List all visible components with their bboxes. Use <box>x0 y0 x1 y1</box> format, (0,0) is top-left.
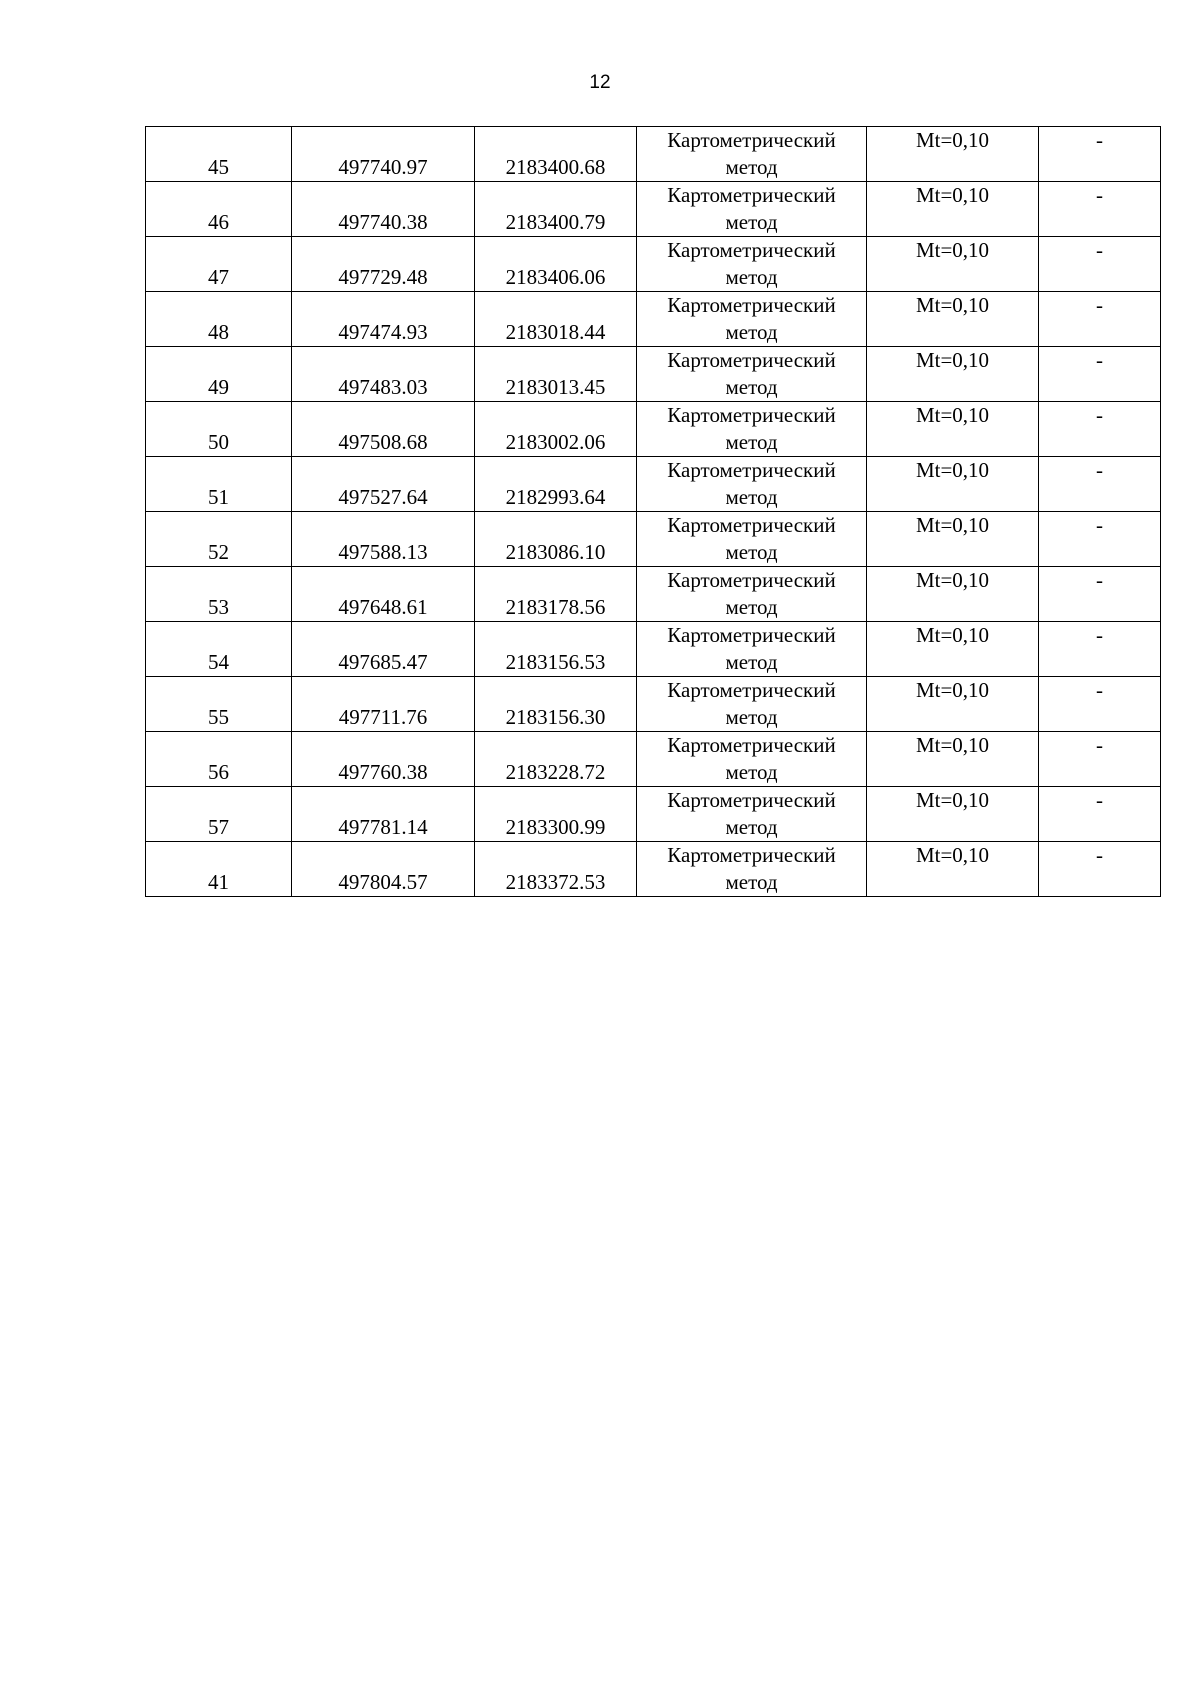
method-cell <box>637 292 867 347</box>
table-row <box>146 237 1161 292</box>
note-cell: - <box>1039 457 1161 512</box>
method-cell <box>637 347 867 402</box>
x-coordinate-cell: 497483.03 <box>292 347 475 402</box>
table-row <box>146 787 1161 842</box>
method-text-line: Картометрический <box>667 293 836 317</box>
method-cell <box>637 787 867 842</box>
point-number-cell: 47 <box>146 237 292 292</box>
method-text-line: метод <box>725 430 778 454</box>
note-cell: - <box>1039 237 1161 292</box>
accuracy-cell: Mt=0,10 <box>867 457 1039 512</box>
x-coordinate-cell: 497729.48 <box>292 237 475 292</box>
point-number-cell: 46 <box>146 182 292 237</box>
note-cell: - <box>1039 677 1161 732</box>
method-text-line: метод <box>725 265 778 289</box>
accuracy-cell: Mt=0,10 <box>867 622 1039 677</box>
coordinates-table <box>145 126 1161 897</box>
table-row <box>146 567 1161 622</box>
x-coordinate-cell: 497740.97 <box>292 127 475 182</box>
point-number-cell: 50 <box>146 402 292 457</box>
y-coordinate-cell: 2183400.68 <box>475 127 637 182</box>
accuracy-cell: Mt=0,10 <box>867 567 1039 622</box>
method-text-line: Картометрический <box>667 348 836 372</box>
table-row <box>146 402 1161 457</box>
table-row <box>146 677 1161 732</box>
x-coordinate-cell: 497760.38 <box>292 732 475 787</box>
y-coordinate-cell: 2183400.79 <box>475 182 637 237</box>
method-text-line: метод <box>725 650 778 674</box>
accuracy-cell: Mt=0,10 <box>867 182 1039 237</box>
method-text-line: Картометрический <box>667 678 836 702</box>
note-cell: - <box>1039 127 1161 182</box>
method-text-line: Картометрический <box>667 458 836 482</box>
method-text-line: метод <box>725 595 778 619</box>
method-text-line: Картометрический <box>667 623 836 647</box>
accuracy-cell: Mt=0,10 <box>867 237 1039 292</box>
method-text-line: Картометрический <box>667 788 836 812</box>
accuracy-cell: Mt=0,10 <box>867 842 1039 897</box>
table-row <box>146 842 1161 897</box>
x-coordinate-cell: 497588.13 <box>292 512 475 567</box>
method-cell <box>637 402 867 457</box>
method-text-line: метод <box>725 155 778 179</box>
method-cell <box>637 512 867 567</box>
x-coordinate-cell: 497508.68 <box>292 402 475 457</box>
method-text-line: Картометрический <box>667 843 836 867</box>
x-coordinate-cell: 497685.47 <box>292 622 475 677</box>
y-coordinate-cell: 2183300.99 <box>475 787 637 842</box>
accuracy-cell: Mt=0,10 <box>867 787 1039 842</box>
note-cell: - <box>1039 842 1161 897</box>
note-cell: - <box>1039 182 1161 237</box>
method-cell <box>637 622 867 677</box>
method-text-line: метод <box>725 815 778 839</box>
method-text-line: метод <box>725 540 778 564</box>
method-text-line: метод <box>725 485 778 509</box>
y-coordinate-cell: 2183372.53 <box>475 842 637 897</box>
x-coordinate-cell: 497781.14 <box>292 787 475 842</box>
method-text-line: метод <box>725 320 778 344</box>
accuracy-cell: Mt=0,10 <box>867 732 1039 787</box>
point-number-cell: 52 <box>146 512 292 567</box>
accuracy-cell: Mt=0,10 <box>867 677 1039 732</box>
y-coordinate-cell: 2183228.72 <box>475 732 637 787</box>
table-body <box>146 127 1161 897</box>
table-row <box>146 182 1161 237</box>
x-coordinate-cell: 497740.38 <box>292 182 475 237</box>
method-cell <box>637 842 867 897</box>
point-number-cell: 53 <box>146 567 292 622</box>
method-text-line: Картометрический <box>667 403 836 427</box>
y-coordinate-cell: 2182993.64 <box>475 457 637 512</box>
method-text-line: метод <box>725 705 778 729</box>
x-coordinate-cell: 497711.76 <box>292 677 475 732</box>
accuracy-cell: Mt=0,10 <box>867 347 1039 402</box>
point-number-cell: 57 <box>146 787 292 842</box>
method-text-line: Картометрический <box>667 183 836 207</box>
note-cell: - <box>1039 292 1161 347</box>
point-number-cell: 56 <box>146 732 292 787</box>
y-coordinate-cell: 2183156.53 <box>475 622 637 677</box>
method-cell <box>637 237 867 292</box>
accuracy-cell: Mt=0,10 <box>867 512 1039 567</box>
method-text-line: Картометрический <box>667 128 836 152</box>
method-text-line: метод <box>725 760 778 784</box>
note-cell: - <box>1039 347 1161 402</box>
note-cell: - <box>1039 732 1161 787</box>
method-text-line: Картометрический <box>667 568 836 592</box>
table-row <box>146 457 1161 512</box>
method-text-line: метод <box>725 870 778 894</box>
x-coordinate-cell: 497804.57 <box>292 842 475 897</box>
method-cell <box>637 677 867 732</box>
method-cell <box>637 732 867 787</box>
point-number-cell: 54 <box>146 622 292 677</box>
accuracy-cell: Mt=0,10 <box>867 127 1039 182</box>
y-coordinate-cell: 2183156.30 <box>475 677 637 732</box>
table-row <box>146 732 1161 787</box>
page-number: 12 <box>589 72 611 93</box>
note-cell: - <box>1039 567 1161 622</box>
method-cell <box>637 182 867 237</box>
point-number-cell: 45 <box>146 127 292 182</box>
method-cell <box>637 127 867 182</box>
table-row <box>146 292 1161 347</box>
method-text-line: Картометрический <box>667 733 836 757</box>
point-number-cell: 48 <box>146 292 292 347</box>
table-row <box>146 127 1161 182</box>
method-cell <box>637 457 867 512</box>
y-coordinate-cell: 2183018.44 <box>475 292 637 347</box>
y-coordinate-cell: 2183086.10 <box>475 512 637 567</box>
x-coordinate-cell: 497648.61 <box>292 567 475 622</box>
y-coordinate-cell: 2183013.45 <box>475 347 637 402</box>
point-number-cell: 55 <box>146 677 292 732</box>
note-cell: - <box>1039 787 1161 842</box>
y-coordinate-cell: 2183178.56 <box>475 567 637 622</box>
method-text-line: метод <box>725 210 778 234</box>
accuracy-cell: Mt=0,10 <box>867 402 1039 457</box>
note-cell: - <box>1039 512 1161 567</box>
method-text-line: Картометрический <box>667 513 836 537</box>
table-row <box>146 512 1161 567</box>
x-coordinate-cell: 497527.64 <box>292 457 475 512</box>
method-text-line: метод <box>725 375 778 399</box>
point-number-cell: 41 <box>146 842 292 897</box>
method-cell <box>637 567 867 622</box>
accuracy-cell: Mt=0,10 <box>867 292 1039 347</box>
table-row <box>146 347 1161 402</box>
y-coordinate-cell: 2183002.06 <box>475 402 637 457</box>
note-cell: - <box>1039 402 1161 457</box>
note-cell: - <box>1039 622 1161 677</box>
method-text-line: Картометрический <box>667 238 836 262</box>
point-number-cell: 49 <box>146 347 292 402</box>
point-number-cell: 51 <box>146 457 292 512</box>
x-coordinate-cell: 497474.93 <box>292 292 475 347</box>
y-coordinate-cell: 2183406.06 <box>475 237 637 292</box>
table-row <box>146 622 1161 677</box>
